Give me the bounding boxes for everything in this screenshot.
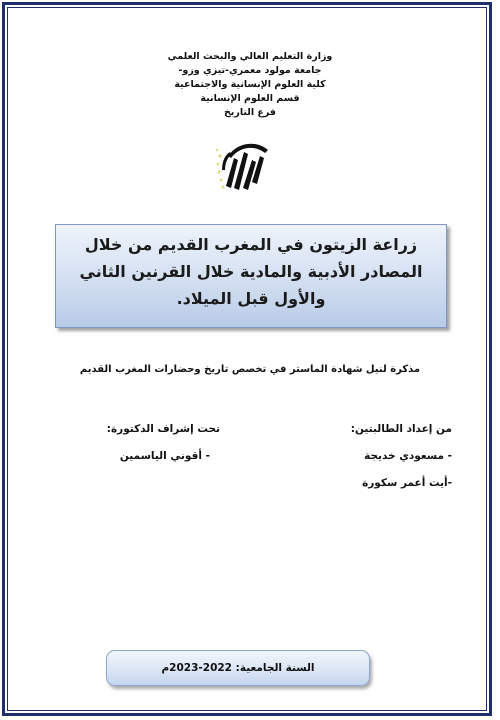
branch-name: فرع التاريخ — [223, 107, 277, 118]
supervision-label: تحت إشراف الدكتورة: — [106, 423, 220, 435]
supervisor-name: - أقوني الياسمين — [119, 450, 210, 462]
thesis-title-line-1: زراعة الزيتون في المغرب القديم من خلال — [84, 235, 418, 254]
prepared-by-label: من إعداد الطالبتين: — [350, 423, 452, 435]
ministry-name: وزارة التعليم العالي والبحث العلمي — [167, 51, 333, 62]
student-name-2: -أيت أعمر سكورة — [362, 477, 452, 489]
thesis-title-box — [55, 224, 447, 328]
prepared-by-section — [282, 416, 452, 497]
university-name: جامعة مولود معمري-تيزي وزو- — [178, 65, 322, 76]
department-name: قسم العلوم الإنسانية — [200, 93, 300, 104]
academic-year-box: السنة الجامعية: 2022-2023م — [106, 650, 370, 686]
student-name-1: - مسعودي خديجة — [364, 450, 452, 462]
supervision-section — [50, 416, 220, 470]
thesis-title-line-2: المصادر الأدبية والمادية خلال القرنين الثاني — [79, 262, 423, 281]
institution-header — [100, 50, 400, 120]
degree-statement: مذكرة لنيل شهادة الماستر في تخصص تاريخ وحضارات المغرب القديم — [79, 364, 421, 375]
faculty-name: كلية العلوم الإنسانية والاجتماعية — [174, 79, 326, 90]
university-emblem-icon — [212, 136, 278, 194]
thesis-title-line-3: والأول قبل الميلاد. — [176, 289, 326, 308]
